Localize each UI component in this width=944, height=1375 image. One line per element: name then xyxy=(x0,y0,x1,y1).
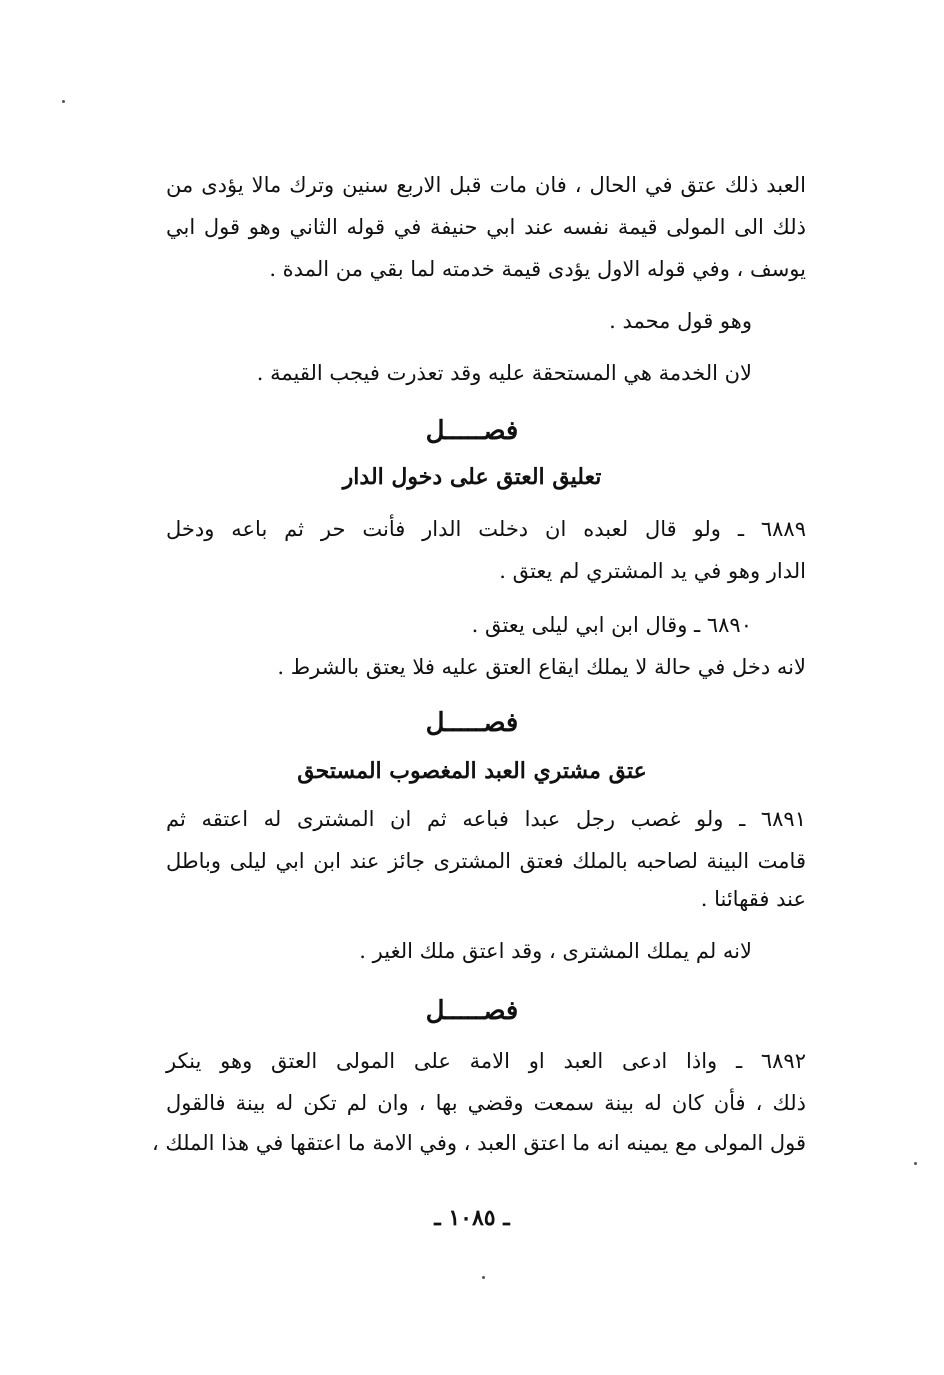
scan-speck xyxy=(482,1276,485,1279)
text-line: عند فقهائنا . xyxy=(700,887,806,911)
section-heading: فصـــــل xyxy=(425,708,519,738)
text-line: قول المولى مع يمينه انه ما اعتق العبد ، وفي الامة ما اعتقها في هذا الملك ، xyxy=(151,1131,806,1155)
text-line: لانه دخل في حالة لا يملك ايقاع العتق عليه فلا يعتق بالشرط . xyxy=(277,655,806,679)
section-title: عتق مشتري العبد المغصوب المستحق xyxy=(297,758,647,784)
text-line: ذلك الى المولى قيمة نفسه عند ابي حنيفة في قوله الثاني وهو قول ابي xyxy=(166,215,806,239)
text-line: الدار وهو في يد المشتري لم يعتق . xyxy=(499,559,806,583)
scan-speck xyxy=(914,1162,917,1165)
text-line: ٦٨٩٢ ـ واذا ادعى العبد او الامة على المولى العتق وهو ينكر xyxy=(166,1049,806,1073)
text-line: ٦٨٩١ ـ ولو غصب رجل عبدا فباعه ثم ان المشترى له اعتقه ثم xyxy=(166,807,806,831)
text-line: لانه لم يملك المشترى ، وقد اعتق ملك الغير . xyxy=(359,939,752,963)
text-line: العبد ذلك عتق في الحال ، فان مات قبل الاربع سنين وترك مالا يؤدى من xyxy=(166,173,806,197)
text-line: يوسف ، وفي قوله الاول يؤدى قيمة خدمته لما بقي من المدة . xyxy=(269,257,806,281)
scan-speck xyxy=(62,100,65,103)
section-heading: فصـــــل xyxy=(425,996,519,1026)
text-line: ٦٨٩٠ ـ وقال ابن ابي ليلى يعتق . xyxy=(471,613,752,637)
text-line: قامت البينة لصاحبه بالملك فعتق المشترى جائز عند ابن ابي ليلى وباطل xyxy=(166,849,806,873)
text-line: ٦٨٨٩ ـ ولو قال لعبده ان دخلت الدار فأنت حر ثم باعه ودخل xyxy=(166,517,806,541)
text-line: وهو قول محمد . xyxy=(609,309,752,333)
page-number: ـ ١٠٨٥ ـ xyxy=(434,1205,510,1231)
section-title: تعليق العتق على دخول الدار xyxy=(342,464,602,490)
text-line: لان الخدمة هي المستحقة عليه وقد تعذرت فيجب القيمة . xyxy=(256,361,752,385)
text-line: ذلك ، فأن كان له بينة سمعت وقضي بها ، وان لم تكن له بينة فالقول xyxy=(166,1091,806,1115)
section-heading: فصـــــل xyxy=(425,416,519,446)
